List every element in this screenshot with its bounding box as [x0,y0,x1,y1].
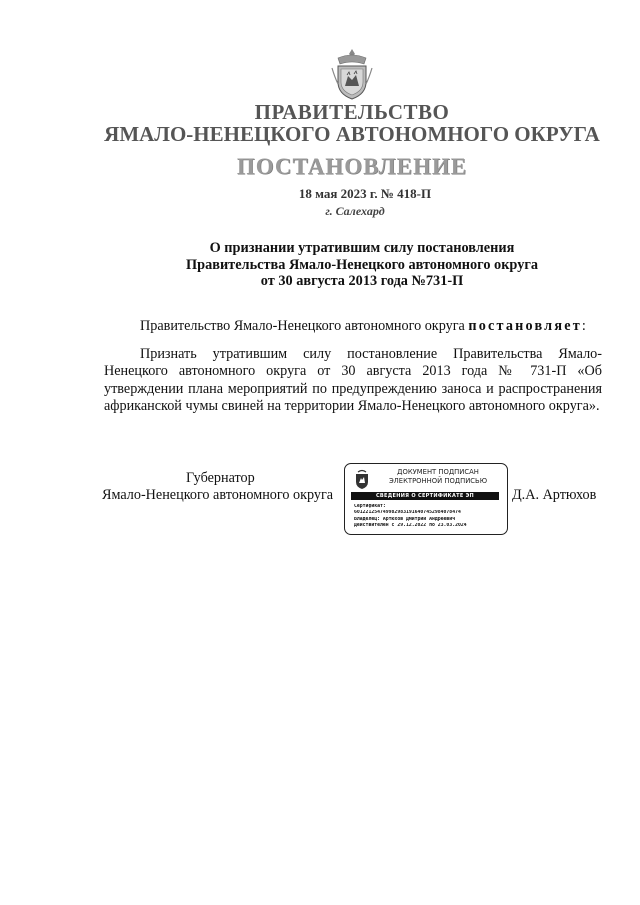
cert-owner: Владелец: Артюхов Дмитрий Андреевич [354,516,456,522]
stamp-emblem-icon [353,468,371,490]
title-line: от 30 августа 2013 года №731-П [260,273,464,289]
title-line: Правительства Ямало-Ненецкого автономного округа [186,256,538,273]
government-title: ПРАВИТЕЛЬСТВО [254,100,450,124]
signer-region: Ямало-Ненецкого автономного округа [102,487,334,503]
stamp-info [354,504,504,530]
cert-number: 6012212547499829831916407452984078474 [354,510,461,516]
document-type: ПОСТАНОВЛЕНИЕ [236,154,468,179]
title-line: О признании утратившим силу постановления [209,240,515,256]
signer-position: Губернатор [186,470,255,486]
cert-validity: Действителен с 29.12.2022 по 23.03.2024 [354,523,467,529]
city: г. Салехард [325,204,385,218]
preamble-colon: : [581,318,586,334]
stamp-header-line: ЭЛЕКТРОННОЙ ПОДПИСЬЮ [388,476,488,485]
date-and-number: 18 мая 2023 г. № 418-П [298,186,432,201]
coat-of-arms-emblem [330,48,374,100]
preamble-text: Правительство Ямало-Ненецкого автономного округа [140,318,465,334]
preamble [140,318,610,335]
region-title: ЯМАЛО-НЕНЕЦКОГО АВТОНОМНОГО ОКРУГА [104,122,600,146]
decree-paragraph: Признать утратившим силу постановление Правительства Ямало-Ненецкого автономного округа от 30 августа 2013 года № 731-П «Об утверждении плана мероприятий по предупреждению заноса и распространения африканской чумы свиней на территории Ямало-Ненецкого автономного округа». [104,346,602,415]
stamp-header-line: ДОКУМЕНТ ПОДПИСАН [397,468,479,476]
cert-label: Сертификат: [354,504,386,509]
stamp-header [371,468,505,485]
stamp-bar: СВЕДЕНИЯ О СЕРТИФИКАТЕ ЭП [351,492,499,500]
document-title [62,240,640,290]
decrees-word: постановляет [468,318,582,334]
signer-name: Д.А. Артюхов [512,487,597,503]
electronic-signature-stamp [344,463,508,535]
